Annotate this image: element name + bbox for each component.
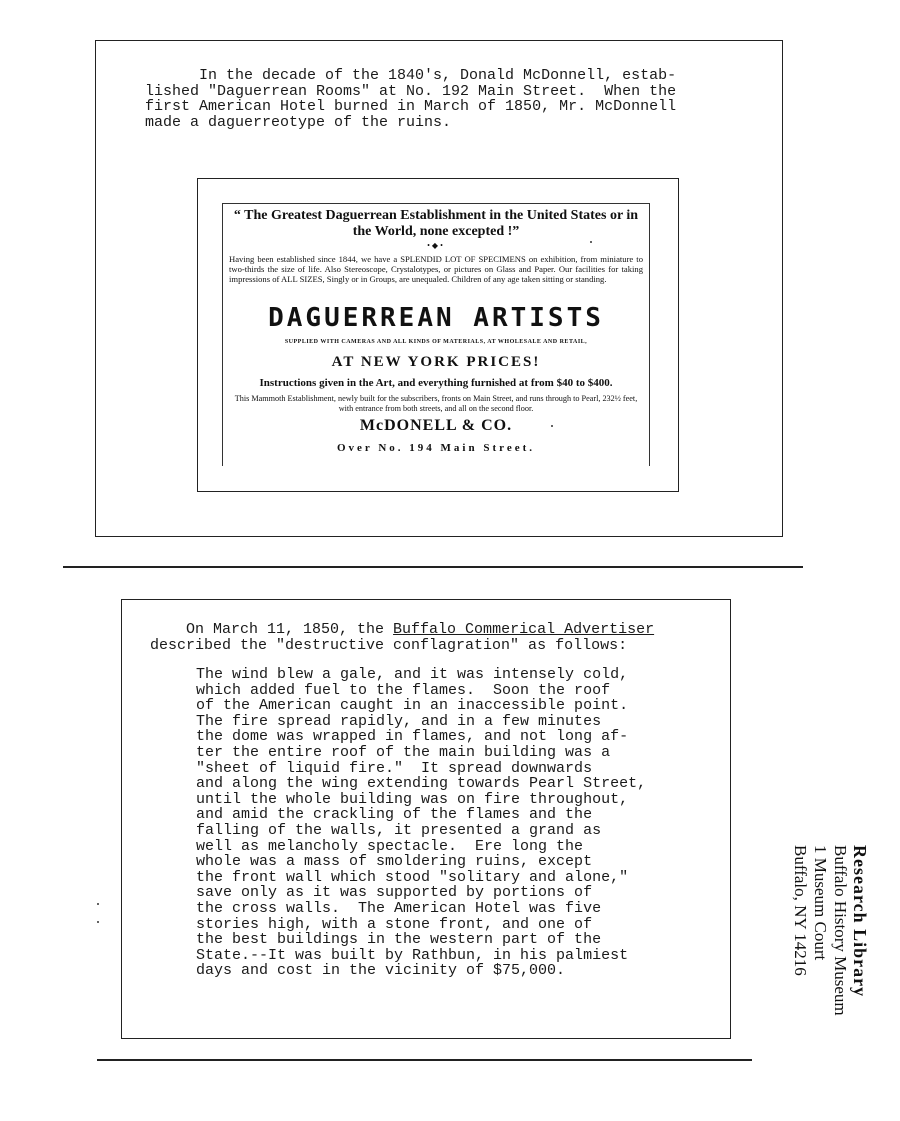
stamp-line: 1 Museum Court [811, 845, 830, 961]
lead-paragraph [150, 622, 654, 653]
stamp-line: Buffalo History Museum [831, 845, 850, 1016]
library-stamp [790, 845, 870, 1016]
divider-line-bottom [97, 1059, 752, 1061]
ad-instructions-line: Instructions given in the Art, and everything furnished at from $40 to $400. [259, 377, 613, 389]
ad-headline: “ The Greatest Daguerrean Establishment in the United States or in the World, none excepted !” [233, 208, 639, 239]
newspaper-name: Buffalo Commerical Advertiser [393, 621, 655, 638]
bottom-panel [121, 599, 731, 1039]
ad-address: Over No. 194 Main Street. [336, 442, 535, 454]
stamp-line: Buffalo, NY 14216 [791, 845, 810, 976]
scan-speck [551, 425, 553, 427]
lead-text-end: described the "destructive conflagration" as follows: [150, 636, 628, 654]
scan-speck [97, 903, 99, 905]
ad-artists-title: DAGUERREAN ARTISTS [268, 303, 604, 333]
ad-supplied-line: SUPPLIED WITH CAMERAS AND ALL KINDS OF MATERIALS, AT WHOLESALE AND RETAIL, [284, 339, 588, 345]
intro-paragraph: In the decade of the 1840's, Donald McDonnell, estab- lished "Daguerrean Rooms" at No. 192 Main Street. When the first American Hotel burned in March of 1850, Mr. McDonnell made a daguerreotype of the ruins. [145, 67, 677, 131]
advertisement-frame [222, 203, 650, 466]
ad-prices-line: AT NEW YORK PRICES! [331, 354, 541, 370]
divider-line [63, 566, 803, 568]
ad-company-name: McDONELL & CO. [359, 417, 513, 434]
scan-speck [97, 921, 99, 923]
advertisement-clipping [197, 178, 679, 492]
stamp-title: Research Library [850, 845, 870, 998]
lead-text-start: On March 11, 1850, the [150, 621, 394, 638]
ad-establishment-text: This Mammoth Establishment, newly built for the subscribers, fronts on Main Street, and runs through to Pearl, 232½ feet, with entrance from both streets, and all on the second floor. [234, 394, 638, 413]
scan-speck [590, 241, 592, 243]
ad-body-text: Having been established since 1844, we have a SPLENDID LOT OF SPECIMENS on exhibition, from miniature to two-thirds the size of life. Also Stereoscope, Crystalotypes, or pictures on Glass and Paper. Our facilities for taking impressions of ALL SIZES, Singly or in Groups, are unequaled. Children of any age taken sitting or standing. [229, 254, 643, 284]
newspaper-quote: The wind blew a gale, and it was intensely cold, which added fuel to the flames. Soon the roof of the American caught in an inaccessible point. The fire spread rapidly, and in a few minutes the dome was wrapped in flames, and not long af- ter the entire roof of the main building was a "sheet of liquid fire." It spread downwards and along the wing extending towards Pearl Street, until the whole building was on fire throughout, and amid the crackling of the flames and the falling of the walls, it presented a grand as well as melancholy spectacle. Ere long the whole was a mass of smoldering ruins, except the front wall which stood "solitary and alone," save only as it was supported by portions of the cross walls. The American Hotel was five stories high, with a stone front, and one of the best buildings in the western part of the State.--It was built by Rathbun, in his palmiest days and cost in the vicinity of $75,000. [196, 666, 647, 980]
ad-ornament: •◆• [427, 241, 445, 250]
